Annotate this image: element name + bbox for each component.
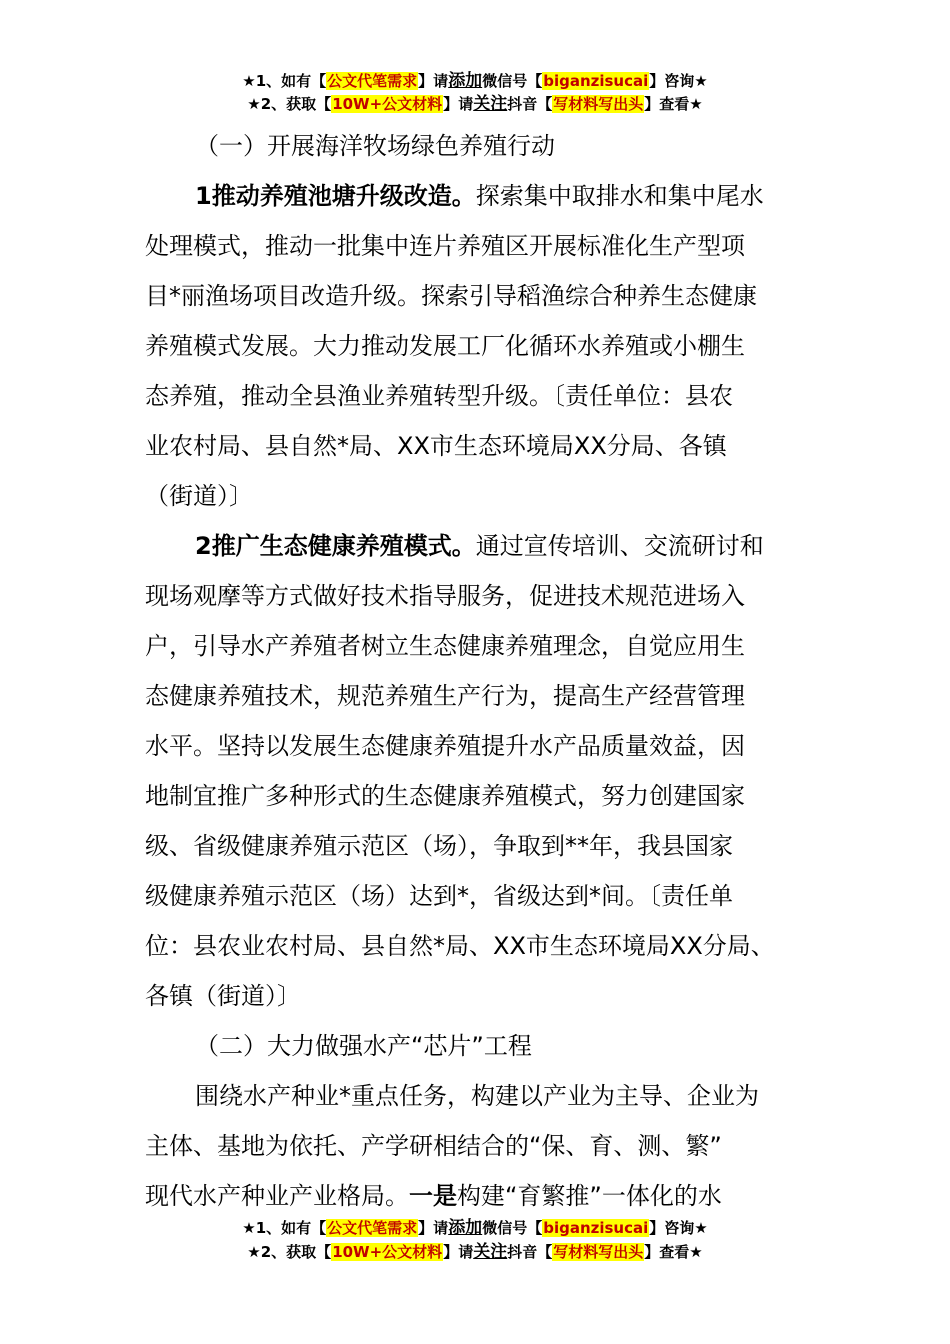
banner-text: 】咨询★ — [649, 1219, 708, 1237]
paragraph-line: 养殖模式发展。大力推动发展工厂化循环水养殖或小棚生 — [145, 332, 745, 360]
banner-highlight: 10W+公文材料 — [332, 1243, 443, 1261]
paragraph-line: 现场观摩等方式做好技术指导服务，促进技术规范进场入 — [145, 582, 745, 610]
banner-text: ★1、如有【 — [242, 1219, 327, 1237]
banner-text: 抖音【 — [507, 1243, 553, 1261]
promo-banner-bottom-line1 — [0, 1217, 950, 1239]
paragraph-line: 主体、基地为依托、产学研相结合的“保、育、测、繁” — [145, 1132, 722, 1160]
banner-text: ★1、如有【 — [242, 72, 327, 90]
banner-text: 微信号【 — [482, 1219, 543, 1237]
section-heading: （一）开展海洋牧场绿色养殖行动 — [195, 132, 555, 160]
banner-underline: 关注 — [473, 1242, 508, 1262]
paragraph-line: 位：县农业农村局、县自然*局、XX市生态环境局XX分局、 — [145, 932, 775, 960]
banner-text: 】请 — [418, 72, 449, 90]
promo-banner-top-line2 — [0, 93, 950, 115]
paragraph-line: 处理模式，推动一批集中连片养殖区开展标准化生产型项 — [145, 232, 745, 260]
banner-text: 】查看★ — [644, 95, 703, 113]
paragraph-line — [145, 171, 805, 221]
paragraph-line: 水平。坚持以发展生态健康养殖提升水产品质量效益，因 — [145, 732, 745, 760]
paragraph-text: 构建“育繁推”一体化的水 — [457, 1182, 722, 1210]
paragraph-text: 通过宣传培训、交流研讨和 — [475, 532, 764, 560]
banner-text: 】查看★ — [644, 1243, 703, 1261]
paragraph-line: 地制宜推广多种形式的生态健康养殖模式，努力创建国家 — [145, 782, 745, 810]
paragraph-line: 户，引导水产养殖者树立生态健康养殖理念，自觉应用生 — [145, 632, 745, 660]
banner-highlight: 写材料写出头 — [553, 95, 644, 113]
banner-text: 】请 — [443, 1243, 474, 1261]
banner-underline: 添加 — [448, 1218, 483, 1238]
banner-text: ★2、获取【 — [247, 95, 332, 113]
banner-text: ★2、获取【 — [247, 1243, 332, 1261]
paragraph-line: 态养殖，推动全县渔业养殖转型升级。〔责任单位：县农 — [145, 382, 733, 410]
banner-text: 】请 — [418, 1219, 449, 1237]
banner-text: 微信号【 — [482, 72, 543, 90]
paragraph-line: 围绕水产种业*重点任务，构建以产业为主导、企业为 — [195, 1082, 759, 1110]
emphasis-text: 一是 — [409, 1182, 457, 1210]
promo-banner-top-line1 — [0, 70, 950, 92]
paragraph-line — [145, 1171, 805, 1221]
paragraph-line: 各镇（街道）〕 — [145, 982, 301, 1010]
banner-highlight: 公文代笔需求 — [327, 1219, 418, 1237]
banner-highlight: 10W+公文材料 — [332, 95, 443, 113]
paragraph-line: 态健康养殖技术，规范养殖生产行为，提高生产经营管理 — [145, 682, 745, 710]
document-body — [145, 121, 805, 1221]
banner-text: 】咨询★ — [649, 72, 708, 90]
paragraph-line: （街道）〕 — [145, 482, 253, 510]
paragraph-text: 现代水产种业产业格局。 — [145, 1182, 409, 1210]
banner-text: 抖音【 — [507, 95, 553, 113]
paragraph-line: 级、省级健康养殖示范区（场），争取到**年，我县国家 — [145, 832, 733, 860]
banner-underline: 添加 — [448, 71, 483, 91]
paragraph-line: 目*丽渔场项目改造升级。探索引导稻渔综合种养生态健康 — [145, 282, 757, 310]
section-heading: （二）大力做强水产“芯片”工程 — [195, 1032, 532, 1060]
banner-underline: 关注 — [473, 94, 508, 114]
item-title: 2推广生态健康养殖模式。 — [195, 532, 476, 560]
banner-highlight: 公文代笔需求 — [327, 72, 418, 90]
paragraph-line: 业农村局、县自然*局、XX市生态环境局XX分局、各镇 — [145, 432, 727, 460]
banner-text: 】请 — [443, 95, 474, 113]
paragraph-line — [145, 521, 805, 571]
paragraph-line: 级健康养殖示范区（场）达到*，省级达到*间。〔责任单 — [145, 882, 733, 910]
promo-banner-bottom-line2 — [0, 1241, 950, 1263]
banner-highlight: biganzisucai — [543, 1219, 649, 1237]
paragraph-text: 探索集中取排水和集中尾水 — [475, 182, 764, 210]
banner-highlight: 写材料写出头 — [553, 1243, 644, 1261]
item-title: 1推动养殖池塘升级改造。 — [195, 182, 476, 210]
banner-highlight: biganzisucai — [543, 72, 649, 90]
